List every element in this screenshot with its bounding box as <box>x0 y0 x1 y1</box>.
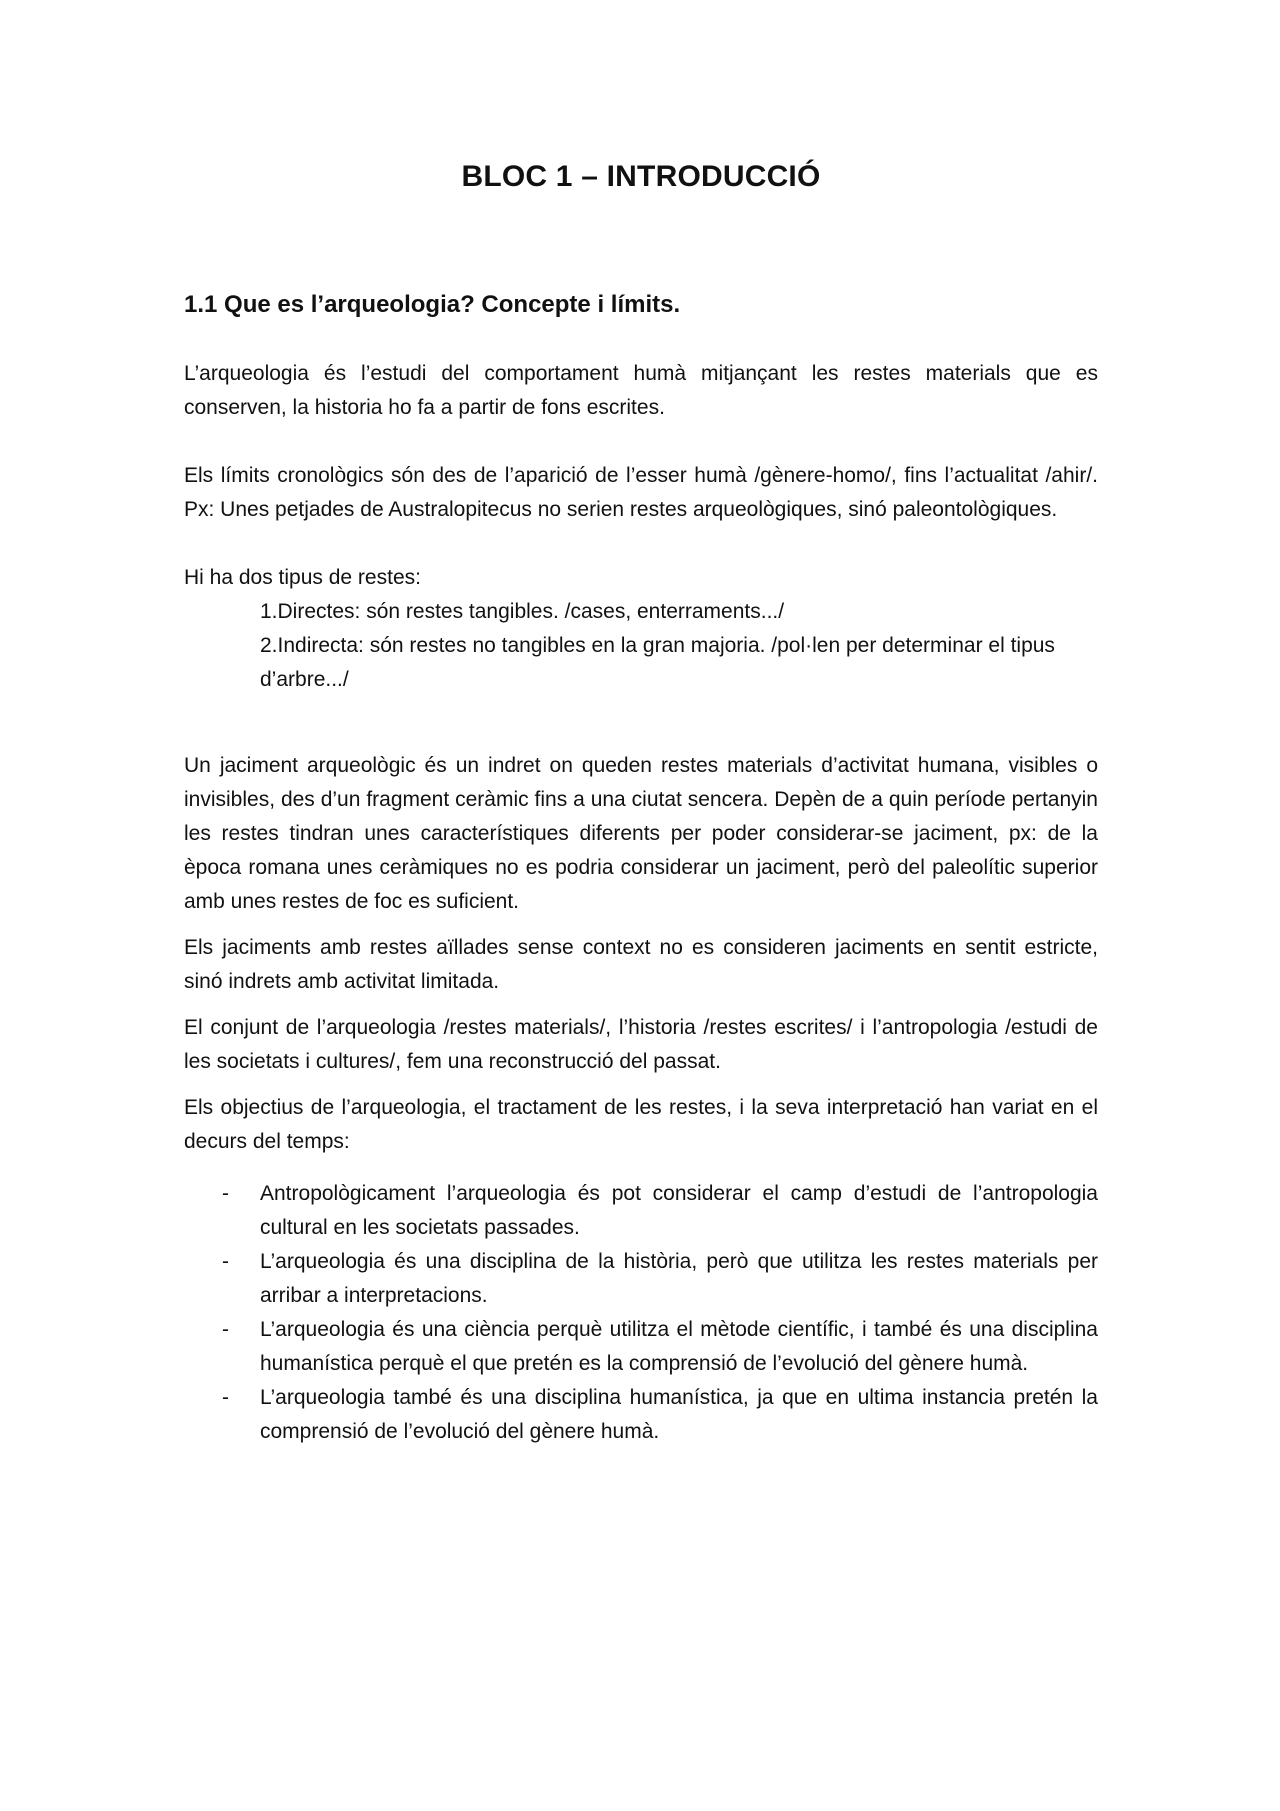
bullet-dash: - <box>222 1318 229 1341</box>
document-title: BLOC 1 – INTRODUCCIÓ <box>461 160 821 193</box>
list-item-text: L’arqueologia és una ciència perquè utilitza el mètode científic, i també és una disciplina humanística perquè el que pretén es la comprensió de l’evolució del gènere humà. <box>260 1318 1098 1375</box>
bullet-dash: - <box>222 1250 229 1273</box>
paragraph-definition: L’arqueologia és l’estudi del comportament humà mitjançant les restes materials que es conserven, la historia ho fa a partir de fons escrites. <box>184 362 1098 419</box>
list-item <box>184 1245 1098 1313</box>
section-heading: 1.1 Que es l’arqueologia? Concepte i límits. <box>184 291 681 318</box>
list-item <box>184 1381 1098 1449</box>
paragraph-disciplines: El conjunt de l’arqueologia /restes materials/, l’historia /restes escrites/ i l’antropologia /estudi de les societats i cultures/, fem una reconstrucció del passat. <box>184 1016 1098 1073</box>
list-item <box>184 1313 1098 1381</box>
remains-types-list <box>184 595 1098 697</box>
list-item-text: L’arqueologia també és una disciplina humanística, ja que en ultima instancia pretén la comprensió de l’evolució del gènere humà. <box>260 1386 1098 1443</box>
bullet-dash: - <box>222 1386 229 1409</box>
paragraph-objectives: Els objectius de l’arqueologia, el tractament de les restes, i la seva interpretació han variat en el decurs del temps: <box>184 1096 1098 1153</box>
paragraph-jaciment: Un jaciment arqueològic és un indret on queden restes materials d’activitat humana, visibles o invisibles, des d’un fragment ceràmic fins a una ciutat sencera. Depèn de a quin període pertanyin les restes tindran unes característiques diferents per poder considerar-se jaciment, px: de la època romana unes ceràmiques no es podria considerar un jaciment, però del paleolític superior amb unes restes de foc es suficient. <box>184 754 1098 913</box>
paragraph-limits: Els límits cronològics són des de l’aparició de l’esser humà /gènere-homo/, fins l’actualitat /ahir/. Px: Unes petjades de Australopitecus no serien restes arqueològiques, sinó paleontològiques. <box>184 464 1098 521</box>
archaeology-views-list <box>184 1177 1098 1449</box>
list-item: 1.Directes: són restes tangibles. /cases, enterraments.../ <box>260 600 785 623</box>
paragraph-types-intro: Hi ha dos tipus de restes: <box>184 566 421 589</box>
list-item-text: Antropològicament l’arqueologia és pot considerar el camp d’estudi de l’antropologia cultural en les societats passades. <box>260 1182 1098 1239</box>
list-item-text: L’arqueologia és una disciplina de la història, però que utilitza les restes materials per arribar a interpretacions. <box>260 1250 1098 1307</box>
list-item <box>184 1177 1098 1245</box>
list-item: 2.Indirecta: són restes no tangibles en la gran majoria. /pol·len per determinar el tipus d’arbre.../ <box>260 634 1055 691</box>
bullet-dash: - <box>222 1182 229 1205</box>
paragraph-isolated-remains: Els jaciments amb restes aïllades sense context no es consideren jaciments en sentit estricte, sinó indrets amb activitat limitada. <box>184 936 1098 993</box>
